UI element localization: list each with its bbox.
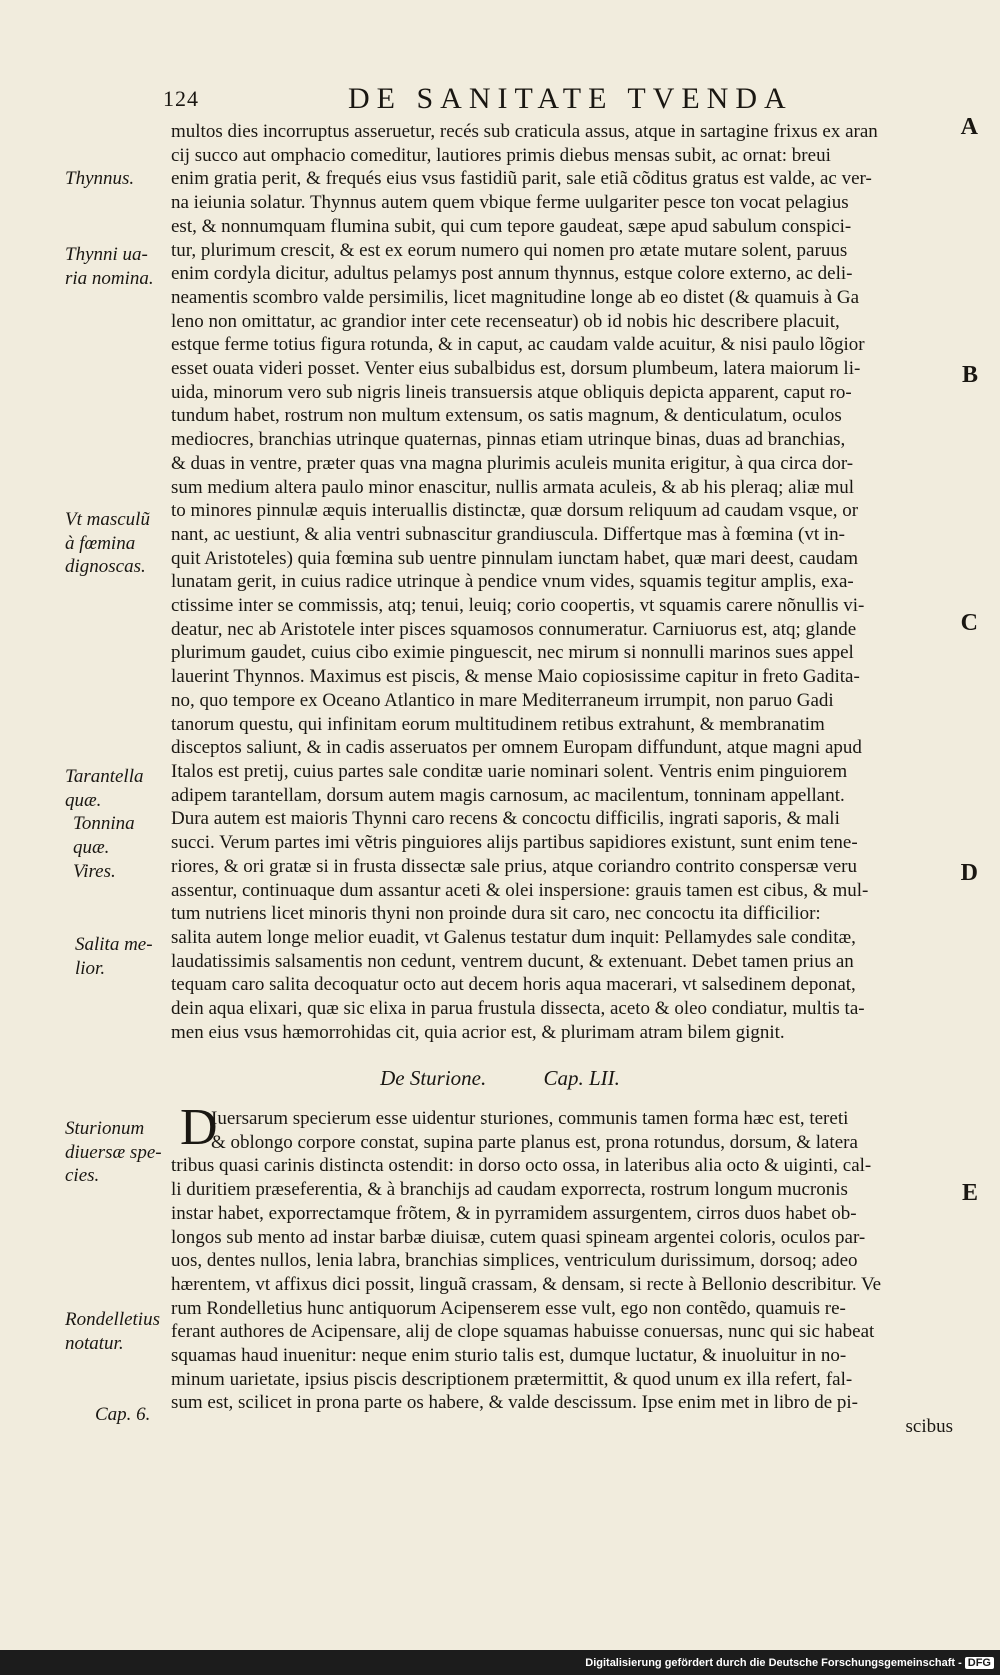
marginal-note-line: Tarantella bbox=[65, 766, 144, 787]
marginal-note-line: à fœmina bbox=[65, 532, 136, 554]
text-line: lunatam gerit, in cuius radice utrinque à pendice vnum vides, squamis tegitur amplis, exa- bbox=[171, 571, 854, 593]
text-line: na ieiunia solatur. Thynnus autem quem vbique ferme uulgariter pesce ton vocat pelagius bbox=[171, 192, 849, 214]
text-line: quit Aristoteles) quia fœmina sub uentre pinnulam iunctam habet, quæ mari deest, caudam bbox=[171, 547, 858, 569]
text-line: minum uarietate, ipsius piscis descriptionem prætermittit, & quod unum ex illa refert, fal- bbox=[171, 1368, 853, 1390]
text-line: to minores pinnulæ æquis interuallis distinctæ, quæ dorsum reliquum ad caudam vsque, or bbox=[171, 500, 859, 522]
marginal-note-line: quæ. bbox=[73, 837, 110, 859]
marginal-note-line: cies. bbox=[65, 1165, 100, 1187]
text-line: hærentem, vt affixus dici possit, linguã crassam, & densam, si recte à Bellonio describitur. Ve bbox=[171, 1273, 882, 1295]
text-line: tanorum questu, qui infinitam eorum multitudinem retibus extrahunt, & membranatim bbox=[171, 713, 825, 735]
marginal-note-line: Salita me- bbox=[75, 934, 153, 955]
marginal-note-line: ria nomina. bbox=[65, 267, 154, 289]
text-line: longos sub mento ad instar barbæ diuisæ, cutem quasi spineam argentei coloris, oculos par- bbox=[171, 1226, 866, 1248]
text-line: laudatissimis salsamentis non cedunt, ventrem ducunt, & extenuant. Debet tamen prius an bbox=[171, 950, 854, 972]
text-line: squamas haud inuenitur: neque enim sturio talis est, dumque luctatur, & inuoluitur in no- bbox=[171, 1345, 847, 1367]
text-line: riores, & ori gratæ si in frusta dissectæ sale prius, atque coriandro contrito conspersæ veru bbox=[171, 855, 857, 877]
marginal-note-line: notatur. bbox=[65, 1332, 124, 1354]
chapter-number: Cap. LII. bbox=[543, 1066, 620, 1090]
text-line: estque ferme totius figura rotunda, & in caput, ac caudam valde acuitur, & nisi paulo lõgior bbox=[171, 334, 865, 356]
text-line: neamentis scombro valde persimilis, licet magnitudine longe ab eo distet (& quamuis à Ga bbox=[171, 286, 860, 308]
text-line: sum est, scilicet in prona parte os habere, & valde descissum. Ipse enim met in libro de pi- bbox=[171, 1392, 858, 1414]
text-line: est, & nonnumquam flumina subit, qui cum tepore gaudeat, sæpe apud sabulum conspici- bbox=[171, 215, 852, 237]
text-line: salita autem longe melior euadit, vt Galenus testatur dum inquit: Pellamydes sale conditæ, bbox=[171, 926, 856, 948]
marginal-note bbox=[65, 933, 170, 980]
marginal-note-line: Rondelletius bbox=[65, 1309, 160, 1330]
drop-cap: D bbox=[180, 1099, 218, 1156]
text-line: instar habet, exporrectamque frõtem, & in pyrramidem assurgentem, cirros duos habet ob- bbox=[171, 1202, 857, 1224]
marginal-note-line: Vires. bbox=[73, 860, 116, 882]
text-line: tur, plurimum crescit, & est ex eorum numero qui nomen pro ætate mutare solent, paruus bbox=[171, 239, 848, 261]
section-letter-d: D bbox=[960, 860, 978, 886]
marginal-note-line: Sturionum bbox=[65, 1118, 145, 1139]
section-letter-b: B bbox=[961, 362, 978, 388]
page-header bbox=[0, 82, 1000, 116]
running-title: DE SANITATE TVENDA bbox=[348, 82, 793, 115]
text-line: tequam caro salita decoquatur octo aut decem horis aqua macerari, vt salsedinem deponat, bbox=[171, 974, 856, 996]
text-line: ctissime inter se commissis, atq; tenui, leuiq; corio coopertis, vt squamis carere nõnullis vi- bbox=[171, 595, 865, 617]
text-line: Italos est pretij, cuius partes sale conditæ uarie nominari solent. Ventris enim pinguiorem bbox=[171, 760, 848, 782]
page-number: 124 bbox=[163, 86, 199, 111]
marginal-note bbox=[65, 167, 170, 191]
text-line: plurimum gaudet, cuius cibo eximie pinguescit, nec mirum si nonnulli marinos sues appel bbox=[171, 642, 854, 664]
chapter-heading bbox=[0, 1066, 1000, 1091]
text-line: tundum habet, rostrum non multum extensum, os satis magnum, & denticulatum, oculos bbox=[171, 405, 842, 427]
footer-text: Digitalisierung gefördert durch die Deutsche Forschungsgemeinschaft - bbox=[585, 1657, 962, 1669]
section-letter-a: A bbox=[960, 114, 978, 140]
chapter-text bbox=[171, 1107, 953, 1439]
text-line: li duritiem præseferentia, & à branchijs ad caudam exporrecta, rostrum longum mucronis bbox=[171, 1179, 848, 1201]
text-line: dein aqua elixari, quæ sic elixa in parua frustula dissecta, aceto & oleo condiatur, multis ta- bbox=[171, 998, 865, 1020]
text-line: Dura autem est maioris Thynni caro recens & concoctu difficilis, ingrati saporis, & mali bbox=[171, 808, 840, 830]
marginal-note-line: Vt masculũ bbox=[65, 509, 150, 530]
text-line: mediocres, branchias utrinque quaternas, pinnas etiam utrinque binas, duas ad branchias, bbox=[171, 429, 846, 451]
text-line: & oblongo corpore constat, supina parte planus est, prona rotundus, dorsum, & latera bbox=[211, 1131, 858, 1153]
text-line: esset ouata videri posset. Venter eius subalbidus est, dorsum plumbeum, latera maiorum li- bbox=[171, 358, 861, 380]
text-line: nant, ac uestiunt, & alia ventri subnascitur grandiuscula. Differtque mas à fœmina (vt in- bbox=[171, 523, 845, 545]
marginal-note bbox=[65, 765, 170, 884]
marginal-note bbox=[65, 243, 170, 290]
text-line: tum nutriens licet minoris thyni non proinde dura sit caro, nec concoctu ita difficilior: bbox=[171, 903, 821, 925]
text-line: disceptos saliunt, & in cadis asseruatos per omnem Europam diffundunt, atque magni apud bbox=[171, 737, 862, 759]
marginal-note-line: lior. bbox=[75, 957, 106, 979]
digitization-footer bbox=[585, 1657, 994, 1669]
marginal-note bbox=[65, 1117, 170, 1188]
marginal-note-line: diuersæ spe- bbox=[65, 1141, 162, 1163]
text-line: men eius vsus hæmorrohidas cit, quia acrior est, & plurimam atram bilem gignit. bbox=[171, 1021, 785, 1043]
text-line: & duas in ventre, præter quas vna magna plurimis aculeis munita erigitur, à qua circa dor- bbox=[171, 452, 854, 474]
text-line: Iuersarum specierum esse uidentur sturiones, communis tamen forma hæc est, tereti bbox=[211, 1108, 849, 1129]
text-line: lauerint Thynnos. Maximus est piscis, & mense Maio copiosissime capitur in freto Gadita- bbox=[171, 666, 860, 688]
section-letter-e: E bbox=[961, 1180, 978, 1206]
section-letter-c: C bbox=[960, 610, 978, 636]
text-line: succi. Verum partes imi vẽtris pinguiores alijs partibus sapidiores existunt, sunt enim tene- bbox=[171, 832, 858, 854]
marginal-note-line: quæ. bbox=[65, 789, 102, 811]
marginal-note-line: Thynnus. bbox=[65, 168, 135, 189]
text-line: multos dies incorruptus asseruetur, recés sub craticula assus, atque in sartagine frixus ex aran bbox=[171, 121, 878, 142]
marginal-note bbox=[65, 508, 170, 579]
text-line: tribus quasi carinis distincta ostendit: in dorso octo ossa, in lateribus alia octo & uiginti, cal- bbox=[171, 1155, 872, 1177]
catchword: scibus bbox=[905, 1416, 953, 1438]
text-line: assentur, continuaque dum assantur aceti & olei inspersione: grauis tamen est cibus, & mul- bbox=[171, 879, 869, 901]
marginal-note-line: dignoscas. bbox=[65, 556, 146, 578]
marginal-note-line: Cap. 6. bbox=[95, 1404, 151, 1425]
text-line: deatur, nec ab Aristotele inter pisces squamosos connumeratur. Carniuorus est, atq; glande bbox=[171, 618, 857, 640]
marginal-note-line: Thynni ua- bbox=[65, 244, 148, 265]
text-line: ferant authores de Acipensare, alij de clope squamas habuisse conuersas, nunc qui sic habeat bbox=[171, 1321, 875, 1343]
text-line: sum medium altera paulo minor enascitur, nullis armata aculeis, & ab his pleraq; aliæ mul bbox=[171, 476, 855, 498]
body-text bbox=[171, 120, 953, 1044]
text-line: rum Rondelletius hunc antiquorum Acipenserem esse vult, ego non contẽdo, quamuis re- bbox=[171, 1297, 846, 1319]
text-line: enim gratia perit, & frequés eius vsus fastidiũ parit, sale etiã cõditus gratus est valde, ac ver- bbox=[171, 168, 872, 190]
text-line: leno non omittatur, ac grandior inter cete recenseatur) ob id nobis hic describere placuit, bbox=[171, 310, 840, 332]
text-line: cij succo aut omphacio comeditur, lautiores primis diebus mensas subit, ac ornat: breui bbox=[171, 144, 831, 166]
marginal-note-line: Tonnina bbox=[73, 813, 135, 835]
text-line: enim cordyla dicitur, adultus pelamys post annum thynnus, estque colore externo, ac deli- bbox=[171, 263, 853, 285]
marginal-note bbox=[65, 1308, 170, 1355]
text-line: uida, minorum vero sub nigris lineis transuersis atque obliquis depicta apparent, caput ro- bbox=[171, 381, 852, 403]
text-line: adipem tarantellam, dorsum autem magis carnosum, ac macilentum, tonninam appellant. bbox=[171, 784, 845, 806]
text-line: uos, dentes nullos, lenia labra, branchias simplices, ventriculum durissimum, dorsoq; adeo bbox=[171, 1250, 858, 1272]
dfg-logo: DFG bbox=[965, 1657, 994, 1669]
chapter-title: De Sturione. bbox=[380, 1066, 487, 1090]
text-line: no, quo tempore ex Oceano Atlantico in mare Mediterraneum irrumpit, non paruo Gadi bbox=[171, 689, 834, 711]
